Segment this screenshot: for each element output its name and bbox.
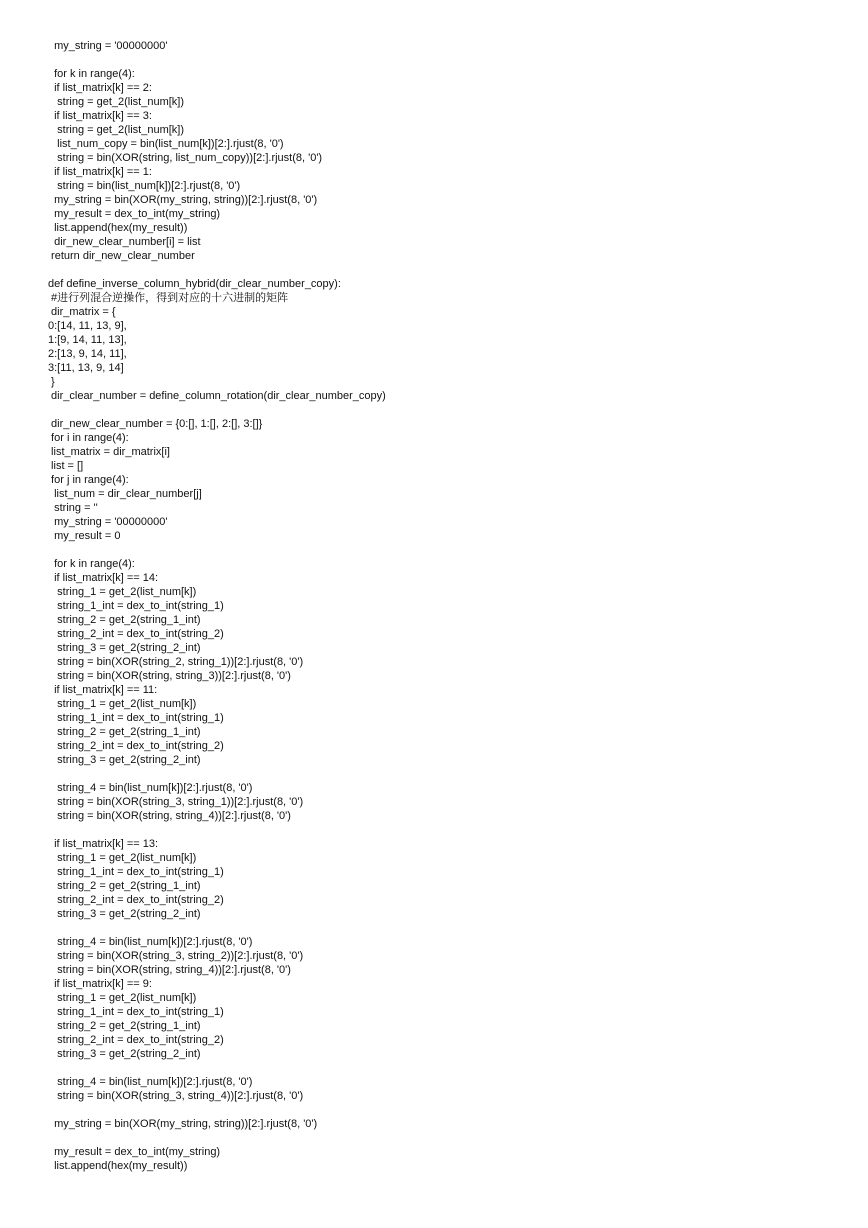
code-line [48,403,386,417]
code-line: string_1 = get_2(list_num[k]) [48,698,197,710]
code-line: string_3 = get_2(string_2_int) [48,908,201,920]
code-line: my_result = dex_to_int(my_string) [48,1146,221,1158]
code-line: 3:[11, 13, 9, 14] [48,362,124,374]
code-line: string = bin(XOR(string, string_3))[2:].rjust(8, '0') [48,670,291,682]
code-line [48,263,386,277]
code-line: my_result = dex_to_int(my_string) [48,208,221,220]
code-line: string_2_int = dex_to_int(string_2) [48,628,224,640]
code-line: string_3 = get_2(string_2_int) [48,642,201,654]
code-line [48,921,386,935]
code-line: def define_inverse_column_hybrid(dir_clear_number_copy): [48,278,341,290]
code-line: string_1 = get_2(list_num[k]) [48,586,197,598]
code-line [48,1061,386,1075]
code-line [48,53,386,67]
code-line: string_1_int = dex_to_int(string_1) [48,1006,224,1018]
code-line: dir_new_clear_number = {0:[], 1:[], 2:[], 3:[]} [48,418,263,430]
code-line: string_2_int = dex_to_int(string_2) [48,1034,224,1046]
code-line: for j in range(4): [48,474,129,486]
code-line: string = bin(XOR(string_3, string_4))[2:].rjust(8, '0') [48,1090,304,1102]
code-line: } [48,376,55,388]
code-line: list.append(hex(my_result)) [48,222,188,234]
code-line: list_num = dir_clear_number[j] [48,488,202,500]
code-line: if list_matrix[k] == 11: [48,684,158,696]
code-line: string_3 = get_2(string_2_int) [48,754,201,766]
code-line: if list_matrix[k] == 9: [48,978,152,990]
code-line: string = get_2(list_num[k]) [48,96,185,108]
code-line: #进行列混合逆操作，得到对应的十六进制的矩阵 [48,292,289,304]
code-line: string_2 = get_2(string_1_int) [48,614,201,626]
code-line: string_4 = bin(list_num[k])[2:].rjust(8, '0') [48,1076,253,1088]
code-line [48,543,386,557]
code-line: if list_matrix[k] == 1: [48,166,152,178]
code-line [48,823,386,837]
code-line: 1:[9, 14, 11, 13], [48,334,127,346]
code-line: my_result = 0 [48,530,121,542]
code-line: string_2 = get_2(string_1_int) [48,726,201,738]
code-line: string = bin(XOR(string_3, string_2))[2:].rjust(8, '0') [48,950,304,962]
code-line: if list_matrix[k] == 2: [48,82,152,94]
code-line [48,1131,386,1145]
code-line: string_1_int = dex_to_int(string_1) [48,600,224,612]
code-line: string = bin(XOR(string, list_num_copy))[2:].rjust(8, '0') [48,152,323,164]
code-line: dir_new_clear_number[i] = list [48,236,201,248]
code-line [48,1103,386,1117]
code-line: my_string = bin(XOR(my_string, string))[2:].rjust(8, '0') [48,194,318,206]
code-line: string_1 = get_2(list_num[k]) [48,852,197,864]
code-line: string = '' [48,502,98,514]
code-line: return dir_new_clear_number [48,250,195,262]
code-line: string_2 = get_2(string_1_int) [48,880,201,892]
code-line: string_3 = get_2(string_2_int) [48,1048,201,1060]
code-line: string_2_int = dex_to_int(string_2) [48,740,224,752]
code-line: string_1_int = dex_to_int(string_1) [48,866,224,878]
code-line: string_2_int = dex_to_int(string_2) [48,894,224,906]
code-line: for k in range(4): [48,558,135,570]
code-line: string = get_2(list_num[k]) [48,124,185,136]
code-line: list_matrix = dir_matrix[i] [48,446,170,458]
code-line: 2:[13, 9, 14, 11], [48,348,127,360]
code-line: string = bin(XOR(string_2, string_1))[2:].rjust(8, '0') [48,656,304,668]
code-line: for i in range(4): [48,432,129,444]
code-line: 0:[14, 11, 13, 9], [48,320,127,332]
code-line: list.append(hex(my_result)) [48,1160,188,1172]
code-line: list_num_copy = bin(list_num[k])[2:].rjust(8, '0') [48,138,284,150]
code-line: list = [] [48,460,84,472]
code-line: if list_matrix[k] == 3: [48,110,152,122]
code-line: for k in range(4): [48,68,135,80]
code-line: string_1 = get_2(list_num[k]) [48,992,197,1004]
code-line: if list_matrix[k] == 13: [48,838,159,850]
code-line: dir_clear_number = define_column_rotation(dir_clear_number_copy) [48,390,386,402]
code-line: if list_matrix[k] == 14: [48,572,159,584]
code-listing [48,39,386,1173]
code-line: string_4 = bin(list_num[k])[2:].rjust(8, '0') [48,782,253,794]
code-line: string_2 = get_2(string_1_int) [48,1020,201,1032]
code-line: string = bin(list_num[k])[2:].rjust(8, '0') [48,180,241,192]
code-line: dir_matrix = { [48,306,116,318]
code-line: string = bin(XOR(string, string_4))[2:].rjust(8, '0') [48,810,291,822]
code-line: my_string = '00000000' [48,40,168,52]
code-line: string_4 = bin(list_num[k])[2:].rjust(8, '0') [48,936,253,948]
code-line: string_1_int = dex_to_int(string_1) [48,712,224,724]
code-line: my_string = '00000000' [48,516,168,528]
code-line: string = bin(XOR(string_3, string_1))[2:].rjust(8, '0') [48,796,304,808]
code-line [48,767,386,781]
code-line: string = bin(XOR(string, string_4))[2:].rjust(8, '0') [48,964,291,976]
code-line: my_string = bin(XOR(my_string, string))[2:].rjust(8, '0') [48,1118,318,1130]
